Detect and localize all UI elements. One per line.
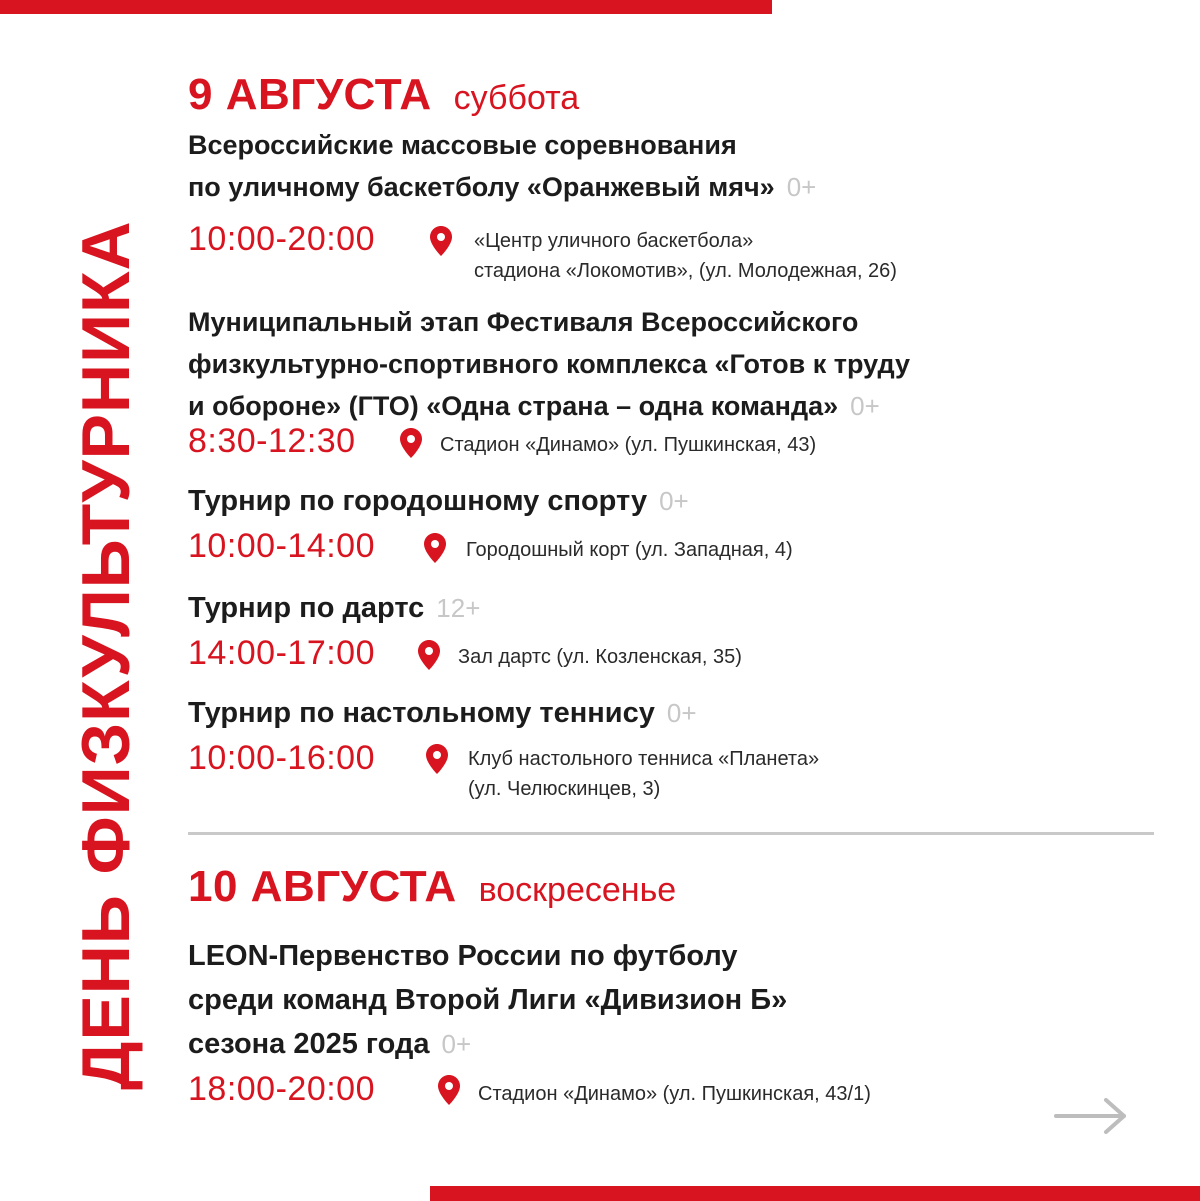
event-place: Городошный корт (ул. Западная, 4) xyxy=(466,539,793,561)
event-time: 10:00-16:00 xyxy=(188,739,375,777)
event-time: 10:00-14:00 xyxy=(188,527,375,565)
event-title: Турнир по дартс 12+ xyxy=(188,592,481,624)
age-rating: 0+ xyxy=(441,1029,472,1059)
map-pin-icon xyxy=(418,640,440,670)
event-place: «Центр уличного баскетбола» стадиона «Локомотив», (ул. Молодежная, 26) xyxy=(474,230,897,282)
event-title: LEON-Первенство России по футболу среди команд Второй Лиги «Дивизион Б» сезона 2025 года 0+ xyxy=(188,940,788,1060)
age-rating: 0+ xyxy=(786,172,817,202)
day-date: 10 АВГУСТА xyxy=(188,862,457,911)
side-title: ДЕНЬ ФИЗКУЛЬТУРНИКА xyxy=(68,220,144,1090)
map-pin-icon xyxy=(424,533,446,563)
arrow-right-icon[interactable] xyxy=(1054,1098,1128,1134)
section-divider xyxy=(188,832,1154,835)
event-title: Турнир по городошному спорту 0+ xyxy=(188,485,689,517)
age-rating: 0+ xyxy=(659,486,689,516)
map-pin-icon xyxy=(438,1075,460,1105)
day-weekday: суббота xyxy=(453,79,580,117)
age-rating: 12+ xyxy=(436,593,481,623)
event-place: Стадион «Динамо» (ул. Пушкинская, 43/1) xyxy=(478,1083,871,1105)
event-title: Турнир по настольному теннису 0+ xyxy=(188,697,697,729)
event-place: Клуб настольного тенниса «Планета» (ул. Челюскинцев, 3) xyxy=(468,748,820,800)
event-title: Всероссийские массовые соревнования по уличному баскетболу «Оранжевый мяч» 0+ xyxy=(188,130,817,202)
event-place: Зал дартс (ул. Козленская, 35) xyxy=(458,646,742,668)
age-rating: 0+ xyxy=(666,698,697,728)
day-date: 9 АВГУСТА xyxy=(188,70,432,119)
age-rating: 0+ xyxy=(850,391,880,421)
event-time: 18:00-20:00 xyxy=(188,1070,375,1108)
map-pin-icon xyxy=(430,226,452,256)
bottom-accent-bar xyxy=(430,1186,1200,1201)
event-time: 14:00-17:00 xyxy=(188,634,375,672)
map-pin-icon xyxy=(426,744,448,774)
day-header-2 xyxy=(188,862,676,912)
day-weekday: воскресенье xyxy=(478,871,677,909)
event-time: 8:30-12:30 xyxy=(188,422,356,460)
event-place: Стадион «Динамо» (ул. Пушкинская, 43) xyxy=(440,434,817,456)
event-title: Муниципальный этап Фестиваля Всероссийского физкультурно-спортивного комплекса «Готов к труду и обороне» (ГТО) «Одна страна – одна команда» 0+ xyxy=(188,307,910,421)
day-header-1 xyxy=(188,70,579,120)
map-pin-icon xyxy=(400,428,422,458)
event-time: 10:00-20:00 xyxy=(188,220,375,258)
top-accent-bar xyxy=(0,0,772,14)
